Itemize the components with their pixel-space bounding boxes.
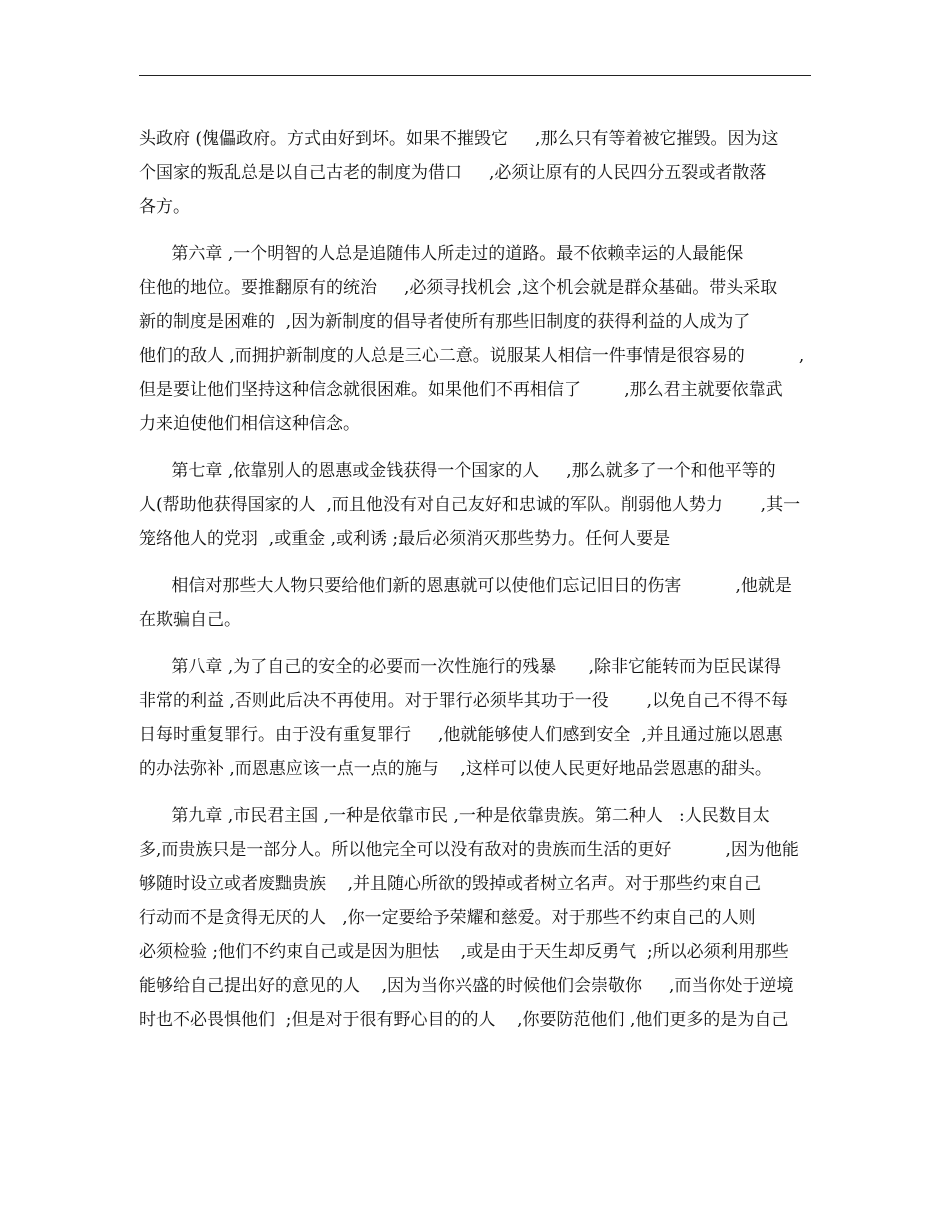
text-line: 第七章 ,依靠别人的恩惠或金钱获得一个国家的人 ,那么就多了一个和他平等的 (139, 461, 776, 481)
text-line: 够随时设立或者废黜贵族 ,并且随心所欲的毁掉或者树立名声。对于那些约束自己 (139, 874, 762, 894)
text-line: 但是要让他们坚持这种信念就很困难。如果他们不再相信了 ,那么君主就要依靠武 (139, 380, 783, 400)
text-line: 他们的敌人 ,而拥护新制度的人总是三心二意。说服某人相信一件事情是很容易的 , (139, 346, 805, 366)
text-line: 个国家的叛乱总是以自己古老的制度为借口 ,必须让原有的人民四分五裂或者散落 (139, 163, 767, 183)
header-rule (139, 75, 811, 76)
text-line: 头政府 (傀儡政府。方式由好到坏。如果不摧毁它 ,那么只有等着被它摧毁。因为这 (139, 129, 779, 149)
text-line: 第八章 ,为了自己的安全的必要而一次性施行的残暴 ,除非它能转而为臣民谋得 (139, 657, 782, 677)
text-line: 日每时重复罪行。由于没有重复罪行 ,他就能够使人们感到安全 ,并且通过施以恩惠 (139, 725, 783, 745)
text-line: 人(帮助他获得国家的人 ,而且他没有对自己友好和忠诚的军队。削弱他人势力 ,其一 (139, 495, 801, 515)
text-line: 能够给自己提出好的意见的人 ,因为当你兴盛的时候他们会崇敬你 ,而当你处于逆境 (139, 976, 794, 996)
text-line: 必须检验 ;他们不约束自己或是因为胆怯 ,或是由于天生却反勇气 ;所以必须利用那些 (139, 942, 789, 962)
text-line: 第六章 ,一个明智的人总是追随伟人所走过的道路。最不依赖幸运的人最能保 (139, 244, 744, 264)
paragraph-continuation (139, 569, 811, 637)
paragraph-chapter-9 (139, 799, 811, 1037)
paragraph-chapter-7 (139, 454, 811, 556)
text-line: 笼络他人的党羽 ,或重金 ,或利诱 ;最后必须消灭那些势力。任何人要是 (139, 529, 671, 549)
body-text (139, 122, 811, 1050)
text-line: 各方。 (139, 197, 190, 217)
text-line: 多,而贵族只是一部分人。所以他完全可以没有敌对的贵族而生活的更好 ,因为他能 (139, 840, 799, 860)
paragraph-chapter-6 (139, 237, 811, 441)
text-line: 的办法弥补 ,而恩惠应该一点一点的施与 ,这样可以使人民更好地品尝恩惠的甜头。 (139, 759, 772, 779)
text-line: 第九章 ,市民君主国 ,一种是依靠市民 ,一种是依靠贵族。第二种人 :人民数目太 (139, 806, 770, 826)
text-line: 力来迫使他们相信这种信念。 (139, 414, 360, 434)
text-line: 时也不必畏惧他们 ;但是对于很有野心目的的人 ,你要防范他们 ,他们更多的是为自己 (139, 1010, 789, 1030)
paragraph (139, 122, 811, 224)
text-line: 住他的地位。要推翻原有的统治 ,必须寻找机会 ,这个机会就是群众基础。带头采取 (139, 278, 778, 298)
text-line: 相信对那些大人物只要给他们新的恩惠就可以使他们忘记旧日的伤害 ,他就是 (139, 576, 792, 596)
paragraph-chapter-8 (139, 650, 811, 786)
text-line: 行动而不是贪得无厌的人 ,你一定要给予荣耀和慈爱。对于那些不约束自己的人则 (139, 908, 756, 928)
text-line: 非常的利益 ,否则此后决不再使用。对于罪行必须毕其功于一役 ,以免自己不得不每 (139, 691, 789, 711)
text-line: 新的制度是困难的 ,因为新制度的倡导者使所有那些旧制度的获得利益的人成为了 (139, 312, 751, 332)
text-line: 在欺骗自己。 (139, 610, 241, 630)
